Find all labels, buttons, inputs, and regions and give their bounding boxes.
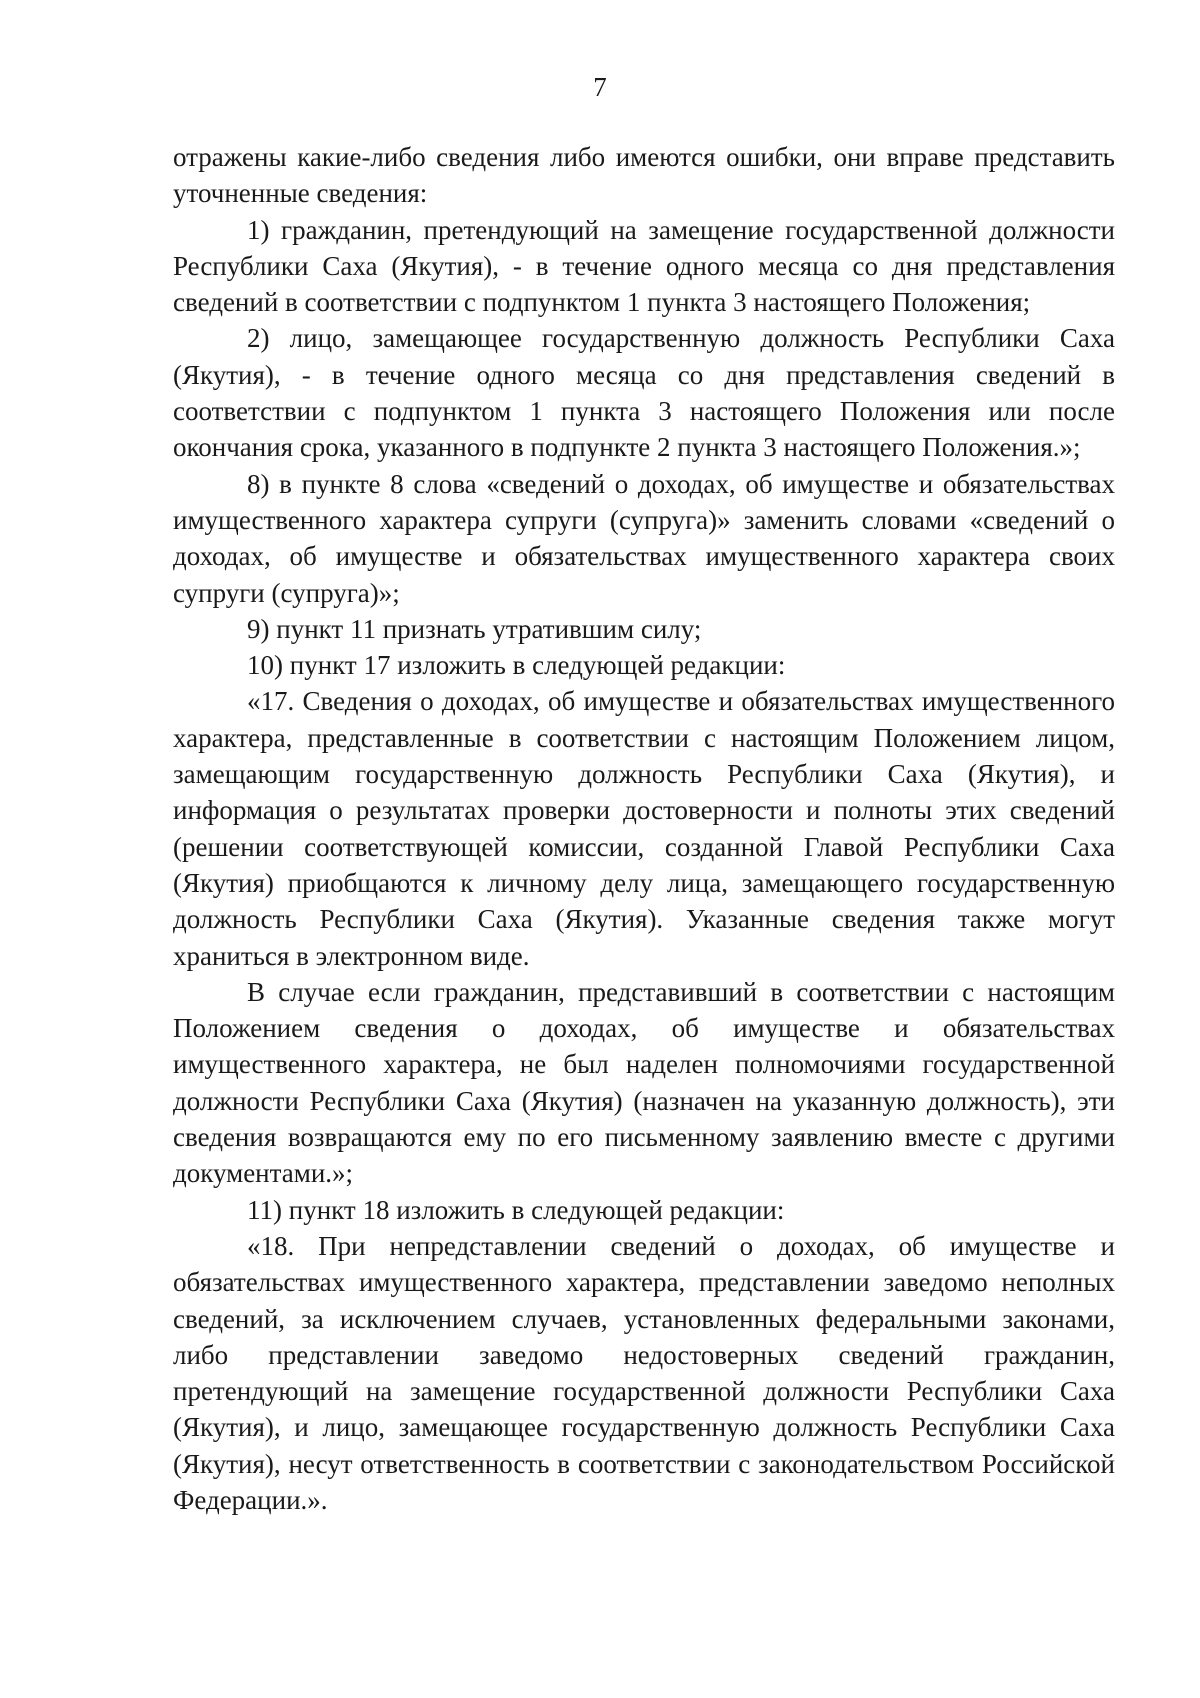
- document-body: [173, 139, 1115, 1518]
- paragraph-amendment-9: 9) пункт 11 признать утратившим силу;: [247, 613, 702, 644]
- paragraph-clause-17-part-2: В случае если гражданин, представивший в соответствии с настоящим Положением сведения о доходах, об имуществе и обязательствах имущественного характера, не был наделен полномочиями государственной должности Республики Саха (Якутия) (назначен на указанную должность), эти сведения возвращаются ему по его письменному заявлению вместе с другими документами.»;: [173, 976, 1115, 1189]
- paragraph-continuation: отражены какие-либо сведения либо имеются ошибки, они вправе представить уточненные сведения:: [173, 142, 1115, 209]
- paragraph-amendment-8: 8) в пункте 8 слова «сведений о доходах, об имуществе и обязательствах имущественного характера супруги (супруга)» заменить словами «сведений о доходах, об имуществе и обязательствах имущественного характера своих супруги (супруга)»;: [173, 468, 1115, 608]
- paragraph-item-1: 1) гражданин, претендующий на замещение государственной должности Республики Саха (Якутия), - в течение одного месяца со дня представления сведений в соответствии с подпунктом 1 пункта 3 настоящего Положения;: [173, 214, 1115, 318]
- paragraph-amendment-10: 10) пункт 17 изложить в следующей редакции:: [247, 650, 786, 681]
- paragraph-amendment-11: 11) пункт 18 изложить в следующей редакции:: [247, 1194, 785, 1225]
- paragraph-clause-18: «18. При непредставлении сведений о доходах, об имуществе и обязательствах имущественного характера, представлении заведомо неполных сведений, за исключением случаев, установленных федеральными законами, либо представлении заведомо недостоверных сведений гражданин, претендующий на замещение государственной должности Республики Саха (Якутия), и лицо, замещающее государственную должность Республики Саха (Якутия), несут ответственность в соответствии с законодательством Российской Федерации.».: [173, 1230, 1115, 1515]
- paragraph-item-2: 2) лицо, замещающее государственную должность Республики Саха (Якутия), - в течение одного месяца со дня представления сведений в соответствии с подпунктом 1 пункта 3 настоящего Положения или после окончания срока, указанного в подпункте 2 пункта 3 настоящего Положения.»;: [173, 323, 1115, 463]
- page-number: 7: [593, 72, 607, 102]
- paragraph-clause-17: «17. Сведения о доходах, об имуществе и обязательствах имущественного характера, представленные в соответствии с настоящим Положением лицом, замещающим государственную должность Республики Саха (Якутия), и информация о результатах проверки достоверности и полноты этих сведений (решении соответствующей комиссии, созданной Главой Республики Саха (Якутия) приобщаются к личному делу лица, замещающего государственную должность Республики Саха (Якутия). Указанные сведения также могут храниться в электронном виде.: [173, 686, 1115, 971]
